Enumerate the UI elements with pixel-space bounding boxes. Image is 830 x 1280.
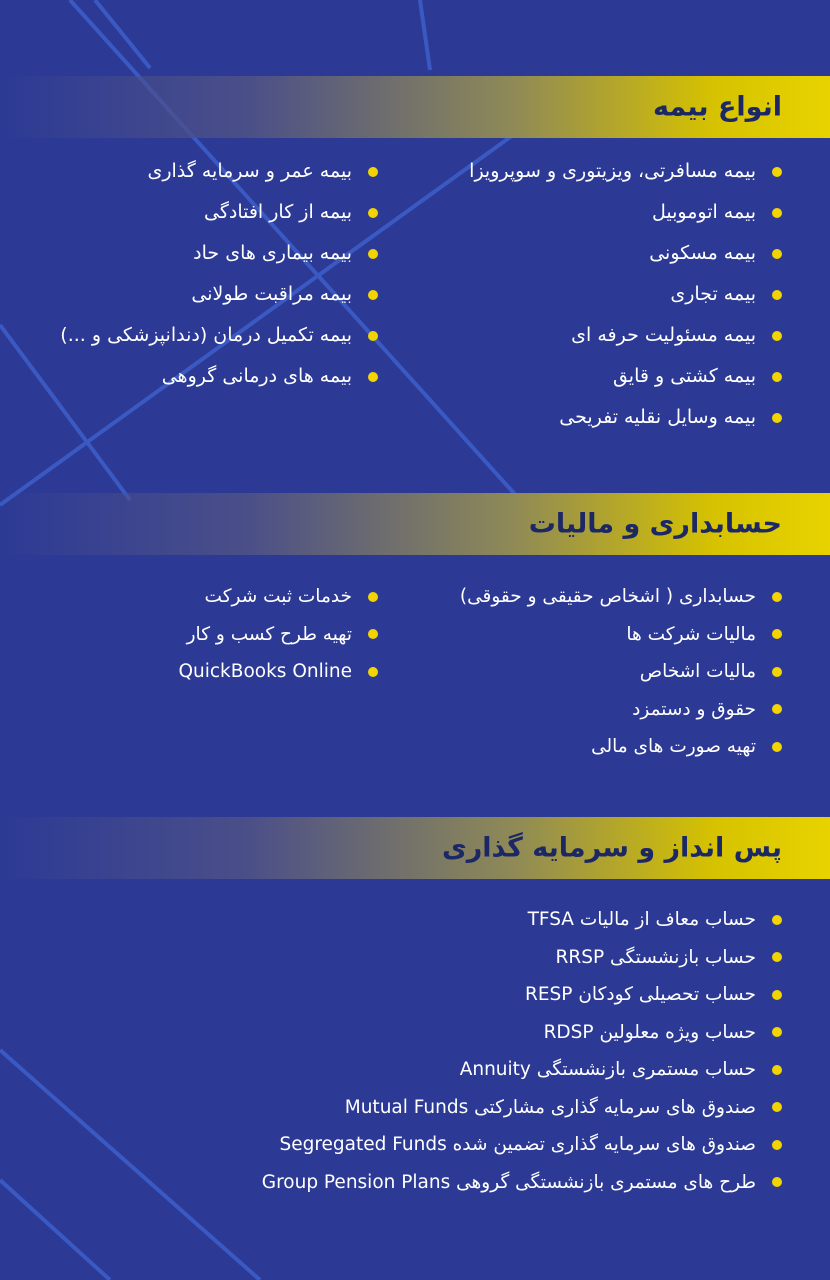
- bullet-icon: [772, 667, 782, 677]
- bullet-icon: [772, 331, 782, 341]
- list-item: [460, 691, 786, 729]
- list-item-label: بیمه های درمانی گروهی: [161, 365, 352, 387]
- list-item-label: بیمه از کار افتادگی: [203, 201, 352, 223]
- list-item: [60, 192, 382, 233]
- decor-line: [0, 1180, 110, 1280]
- bullet-icon: [368, 629, 378, 639]
- list-item: [262, 939, 786, 977]
- bullet-icon: [368, 290, 378, 300]
- bullet-icon: [772, 208, 782, 218]
- list-item: [460, 728, 786, 766]
- list-item: [60, 274, 382, 315]
- list-item: [262, 1051, 786, 1089]
- list-item: [460, 578, 786, 616]
- bullet-icon: [368, 249, 378, 259]
- bullet-icon: [772, 290, 782, 300]
- section-header-accounting: [0, 493, 830, 555]
- list-item: [178, 578, 382, 616]
- bullet-icon: [368, 167, 378, 177]
- bullet-icon: [772, 704, 782, 714]
- list-item: [60, 315, 382, 356]
- bullet-icon: [368, 667, 378, 677]
- list-item: [60, 233, 382, 274]
- list-item-label: بیمه مسئولیت حرفه ای: [571, 324, 756, 346]
- section-title: حسابداری و مالیات: [528, 508, 782, 540]
- bullet-icon: [772, 249, 782, 259]
- list-item-label: بیمه مسکونی: [649, 242, 756, 264]
- list-item-label: تهیه طرح کسب و کار: [186, 623, 352, 645]
- list-item-label: بیمه کشتی و قایق: [612, 365, 756, 387]
- list-item: [469, 356, 786, 397]
- bullet-icon: [772, 952, 782, 962]
- section-header-savings: [0, 817, 830, 879]
- list-item-label: بیمه عمر و سرمایه گذاری: [147, 160, 352, 182]
- list-item-label: بیمه مسافرتی، ویزیتوری و سوپرویزا: [469, 160, 756, 182]
- list-item-label: بیمه تجاری: [670, 283, 756, 305]
- list-item-label: صندوق های سرمایه گذاری تضمین شده Segregated Funds: [279, 1134, 756, 1155]
- bullet-icon: [772, 592, 782, 602]
- list-item: [469, 192, 786, 233]
- section-title: پس انداز و سرمایه گذاری: [441, 832, 782, 864]
- savings-list: [262, 901, 786, 1201]
- list-item-label: خدمات ثبت شرکت: [204, 586, 352, 607]
- list-item: [460, 653, 786, 691]
- decor-line: [0, 1050, 260, 1280]
- list-item-label: مالیات شرکت ها: [626, 623, 756, 645]
- bullet-icon: [368, 208, 378, 218]
- bullet-icon: [368, 331, 378, 341]
- bullet-icon: [772, 1140, 782, 1150]
- list-item-label: حساب ویژه معلولین RDSP: [543, 1021, 756, 1043]
- list-item: [262, 1014, 786, 1052]
- bullet-icon: [772, 629, 782, 639]
- bullet-icon: [368, 372, 378, 382]
- list-item-label: حساب معاف از مالیات TFSA: [527, 909, 756, 930]
- list-item: [60, 151, 382, 192]
- section-title: انواع بیمه: [652, 91, 782, 123]
- accounting-list-left: [178, 578, 382, 691]
- list-item-label: QuickBooks Online: [178, 661, 352, 682]
- insurance-list-right: [469, 151, 786, 438]
- list-item: [469, 315, 786, 356]
- bullet-icon: [368, 592, 378, 602]
- list-item: [178, 653, 382, 691]
- list-item-label: صندوق های سرمایه گذاری مشارکتی Mutual Funds: [344, 1096, 756, 1118]
- list-item-label: بیمه وسایل نقلیه تفریحی: [559, 406, 756, 428]
- list-item-label: مالیات اشخاص: [639, 661, 756, 682]
- decor-line: [420, 0, 430, 70]
- list-item: [262, 1089, 786, 1127]
- bullet-icon: [772, 1177, 782, 1187]
- section-header-insurance: [0, 76, 830, 138]
- list-item-label: حقوق و دستمزد: [632, 698, 756, 720]
- list-item: [262, 976, 786, 1014]
- bullet-icon: [772, 167, 782, 177]
- accounting-list-right: [460, 578, 786, 766]
- list-item: [262, 1164, 786, 1202]
- list-item-label: بیمه تکمیل درمان (دندانپزشکی و ...): [60, 324, 352, 346]
- list-item-label: حساب مستمری بازنشستگی Annuity: [459, 1059, 756, 1080]
- list-item-label: تهیه صورت های مالی: [591, 736, 756, 757]
- list-item-label: بیمه اتوموبیل: [651, 201, 756, 223]
- bullet-icon: [772, 1027, 782, 1037]
- bullet-icon: [772, 990, 782, 1000]
- list-item-label: طرح های مستمری بازنشستگی گروهی Group Pension Plans: [261, 1171, 756, 1193]
- list-item: [60, 356, 382, 397]
- insurance-list-left: [60, 151, 382, 397]
- list-item-label: بیمه مراقبت طولانی: [191, 283, 352, 305]
- list-item: [469, 274, 786, 315]
- list-item-label: حساب بازنشستگی RRSP: [555, 946, 756, 968]
- list-item: [262, 1126, 786, 1164]
- bullet-icon: [772, 742, 782, 752]
- list-item-label: حساب تحصیلی کودکان RESP: [525, 984, 756, 1005]
- bullet-icon: [772, 413, 782, 423]
- bullet-icon: [772, 372, 782, 382]
- list-item-label: بیمه بیماری های حاد: [193, 242, 352, 264]
- bullet-icon: [772, 1065, 782, 1075]
- bullet-icon: [772, 915, 782, 925]
- list-item: [178, 616, 382, 654]
- list-item-label: حسابداری ( اشخاص حقیقی و حقوقی): [459, 586, 756, 607]
- list-item: [469, 397, 786, 438]
- list-item: [469, 233, 786, 274]
- list-item: [262, 901, 786, 939]
- list-item: [469, 151, 786, 192]
- list-item: [460, 616, 786, 654]
- bullet-icon: [772, 1102, 782, 1112]
